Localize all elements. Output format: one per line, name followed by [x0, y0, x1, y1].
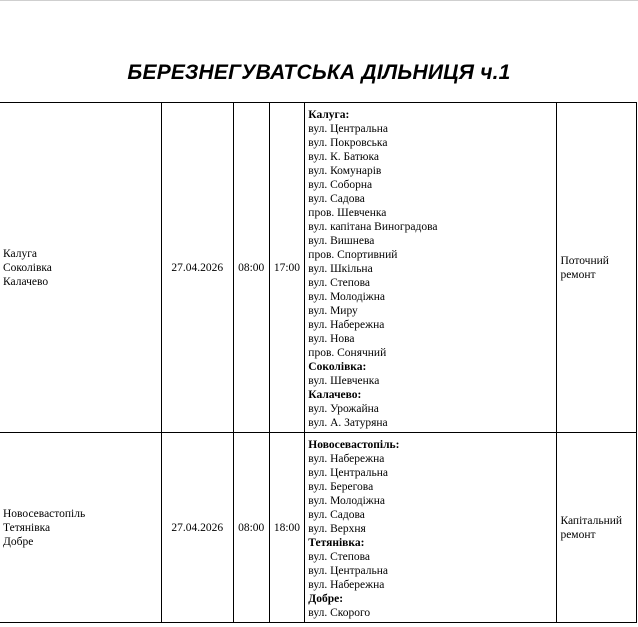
settlements-cell [0, 433, 161, 623]
street-name: вул. Комунарів [308, 165, 382, 177]
settlement-heading: Калачево: [308, 389, 362, 401]
street-name: вул. Соборна [308, 179, 373, 191]
top-rule [0, 0, 638, 1]
street-name: пров. Шевченка [308, 207, 387, 219]
street-name: вул. Садова [308, 509, 365, 521]
outage-rows [0, 103, 637, 623]
table-row [0, 433, 637, 623]
street-name: вул. Центральна [308, 123, 388, 135]
street-name: вул. Верхня [308, 523, 366, 535]
street-name: вул. капітана Виноградова [308, 221, 438, 233]
street-name: вул. Молодіжна [308, 291, 386, 303]
street-name: вул. Берегова [308, 481, 374, 493]
settlement-name: Калачево [3, 275, 49, 288]
work-type-cell [557, 433, 637, 623]
settlement-heading: Соколівка: [308, 361, 367, 373]
work-type-line: Поточний [560, 254, 609, 267]
street-name: вул. Шевченка [308, 375, 380, 387]
settlement-name: Калуга [3, 247, 38, 260]
settlement-heading: Калуга: [308, 109, 350, 121]
street-name: вул. Нова [308, 333, 355, 345]
street-name: пров. Спортивний [308, 249, 398, 261]
settlement-name: Тетянівка [3, 521, 51, 534]
streets-cell [305, 433, 557, 623]
end-time-cell: 18:00 [269, 433, 305, 623]
work-type-cell [557, 103, 637, 433]
start-time-cell: 08:00 [233, 103, 269, 433]
street-name: вул. Степова [308, 551, 371, 563]
page-title: БЕРЕЗНЕГУВАТСЬКА ДІЛЬНИЦЯ ч.1 [127, 61, 511, 84]
settlements-cell [0, 103, 161, 433]
start-time-cell: 08:00 [233, 433, 269, 623]
street-name: вул. Центральна [308, 467, 388, 479]
streets-cell [305, 103, 557, 433]
settlement-heading: Тетянівка: [308, 537, 365, 549]
street-name: вул. Набережна [308, 453, 385, 465]
street-name: вул. Центральна [308, 565, 388, 577]
street-name: вул. Миру [308, 305, 358, 317]
end-time-cell: 17:00 [269, 103, 305, 433]
date-cell: 27.04.2026 [161, 103, 233, 433]
street-name: вул. К. Батюка [308, 151, 380, 163]
street-name: вул. Шкільна [308, 263, 373, 275]
street-name: вул. Набережна [308, 579, 385, 591]
settlement-heading: Добре: [308, 593, 344, 605]
street-name: вул. Молодіжна [308, 495, 386, 507]
settlement-name: Добре [3, 535, 34, 548]
street-name: пров. Сонячний [308, 347, 387, 359]
street-name: вул. Набережна [308, 319, 385, 331]
street-name: вул. Урожайна [308, 403, 379, 415]
settlement-name: Новосевастопіль [3, 507, 86, 520]
settlement-heading: Новосевастопіль: [308, 439, 400, 451]
table-row [0, 103, 637, 433]
street-name: вул. Покровська [308, 137, 388, 149]
street-name: вул. Скорого [308, 607, 371, 619]
street-name: вул. Садова [308, 193, 365, 205]
outage-schedule-table [0, 102, 637, 623]
settlement-name: Соколівка [3, 261, 52, 274]
work-type-line: ремонт [560, 528, 596, 541]
street-name: вул. Вишнева [308, 235, 375, 247]
work-type-line: Капітальний [560, 514, 623, 527]
street-name: вул. А. Затуряна [308, 417, 388, 429]
work-type-line: ремонт [560, 268, 596, 281]
date-cell: 27.04.2026 [161, 433, 233, 623]
street-name: вул. Степова [308, 277, 371, 289]
